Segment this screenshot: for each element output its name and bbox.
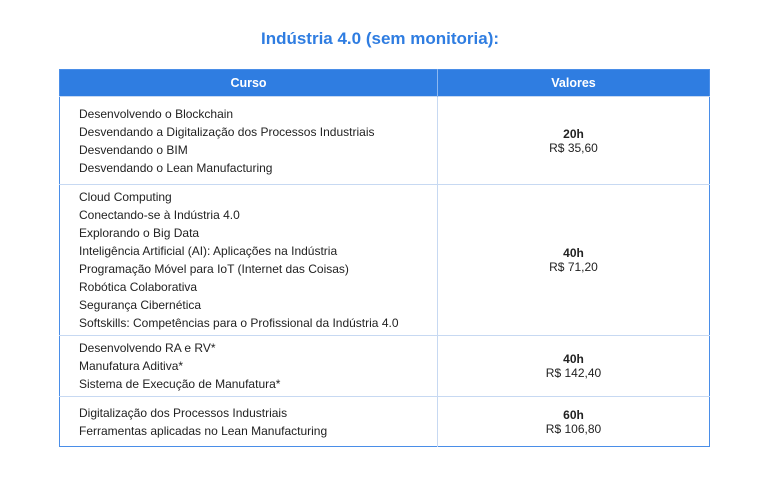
course-item: Cloud Computing [79,190,172,204]
course-item: Explorando o Big Data [79,226,200,240]
course-list [60,185,438,336]
value-cell [438,97,710,185]
value-cell [438,185,710,336]
table-row [60,185,710,336]
course-list [60,336,438,397]
hours-value: 60h [563,407,584,422]
header-value: Valores [438,70,710,97]
course-list [60,397,438,447]
course-item: Sistema de Execução de Manufatura* [79,377,281,391]
hours-value: 40h [563,246,584,260]
course-list [60,97,438,185]
table-row [60,97,710,185]
course-item: Desvendando a Digitalização dos Processos Industriais [79,124,375,139]
course-item: Ferramentas aplicadas no Lean Manufacturing [79,423,328,438]
course-item: Desvendando o BIM [79,142,188,157]
course-item: Digitalização dos Processos Industriais [79,405,288,420]
course-item: Desenvolvendo o Blockchain [79,106,234,121]
course-item: Segurança Cibernética [79,298,202,312]
course-item: Inteligência Artificial (AI): Aplicações na Indústria [79,244,338,258]
price-value: R$ 71,20 [549,260,598,274]
courses-table [59,69,710,447]
hours-value: 40h [563,352,584,366]
course-item: Conectando-se à Indústria 4.0 [79,208,240,222]
price-value: R$ 142,40 [545,366,602,380]
course-item: Desvendando o Lean Manufacturing [79,160,273,175]
table-row [60,397,710,447]
price-value: R$ 106,80 [545,421,602,436]
price-value: R$ 35,60 [549,140,598,155]
header-course: Curso [60,70,438,97]
course-item: Manufatura Aditiva* [79,359,184,373]
hours-value: 20h [563,126,584,141]
course-item: Desenvolvendo RA e RV* [79,341,216,355]
course-item: Programação Móvel para IoT (Internet das Coisas) [79,262,349,276]
value-cell [438,336,710,397]
course-item: Softskills: Competências para o Profissional da Indústria 4.0 [79,316,399,330]
course-item: Robótica Colaborativa [79,280,198,294]
table-header-row [60,70,710,97]
page-title: Indústria 4.0 (sem monitoria): [260,29,500,48]
value-cell [438,397,710,447]
table-row [60,336,710,397]
